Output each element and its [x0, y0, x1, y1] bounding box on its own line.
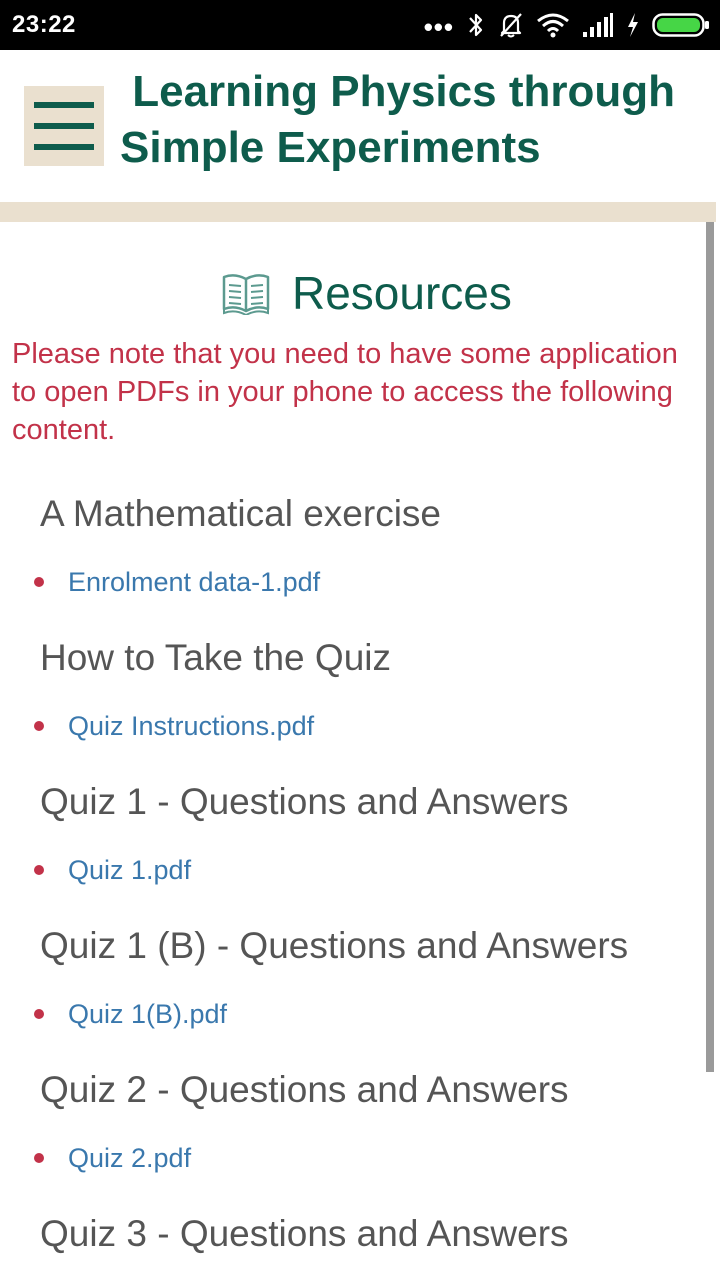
section-heading-quiz-2: Quiz 2 - Questions and Answers [40, 1069, 569, 1110]
charging-icon [626, 12, 640, 38]
bullet-icon [34, 1153, 44, 1163]
page-title: Resources [292, 267, 512, 319]
app-title: Learning Physics through Simple Experiments [120, 67, 675, 172]
pdf-link-quiz-1[interactable]: Quiz 1.pdf [68, 855, 192, 885]
bullet-icon [34, 1009, 44, 1019]
book-icon [220, 271, 272, 315]
app-bar [0, 50, 720, 202]
list-item [34, 853, 191, 887]
more-dots-icon: ••• [423, 12, 454, 42]
hamburger-menu-icon[interactable] [24, 86, 104, 166]
wifi-icon [536, 11, 570, 39]
pdf-link-quiz-instructions[interactable]: Quiz Instructions.pdf [68, 711, 315, 741]
pdf-link-enrolment-data[interactable]: Enrolment data-1.pdf [68, 567, 321, 597]
bullet-icon [34, 577, 44, 587]
header-divider [0, 202, 716, 222]
pdf-link-quiz-1b[interactable]: Quiz 1(B).pdf [68, 999, 228, 1029]
bullet-icon [34, 721, 44, 731]
section-heading-quiz-1: Quiz 1 - Questions and Answers [40, 781, 569, 822]
section-heading-quiz-1b: Quiz 1 (B) - Questions and Answers [40, 925, 629, 966]
list-item [34, 997, 227, 1031]
section-heading-quiz-3: Quiz 3 - Questions and Answers [40, 1213, 569, 1254]
main-content [0, 222, 704, 1280]
bell-off-icon [498, 11, 524, 39]
section-heading-how-to-take-quiz: How to Take the Quiz [40, 637, 391, 678]
pdf-note: Please note that you need to have some application to open PDFs in your phone to access the following content. [12, 338, 678, 446]
scrollbar[interactable] [706, 222, 714, 1072]
pdf-link-quiz-2[interactable]: Quiz 2.pdf [68, 1143, 192, 1173]
list-item [34, 1141, 191, 1175]
bluetooth-icon [466, 11, 486, 39]
list-item [34, 565, 320, 599]
signal-icon [582, 12, 614, 38]
section-heading-mathematical-exercise: A Mathematical exercise [40, 493, 442, 534]
status-time: 23:22 [12, 11, 76, 38]
bullet-icon [34, 865, 44, 875]
list-item [34, 709, 314, 743]
status-icons [412, 8, 710, 42]
status-bar [0, 0, 720, 50]
battery-icon [652, 12, 710, 38]
resources-header [220, 266, 512, 320]
